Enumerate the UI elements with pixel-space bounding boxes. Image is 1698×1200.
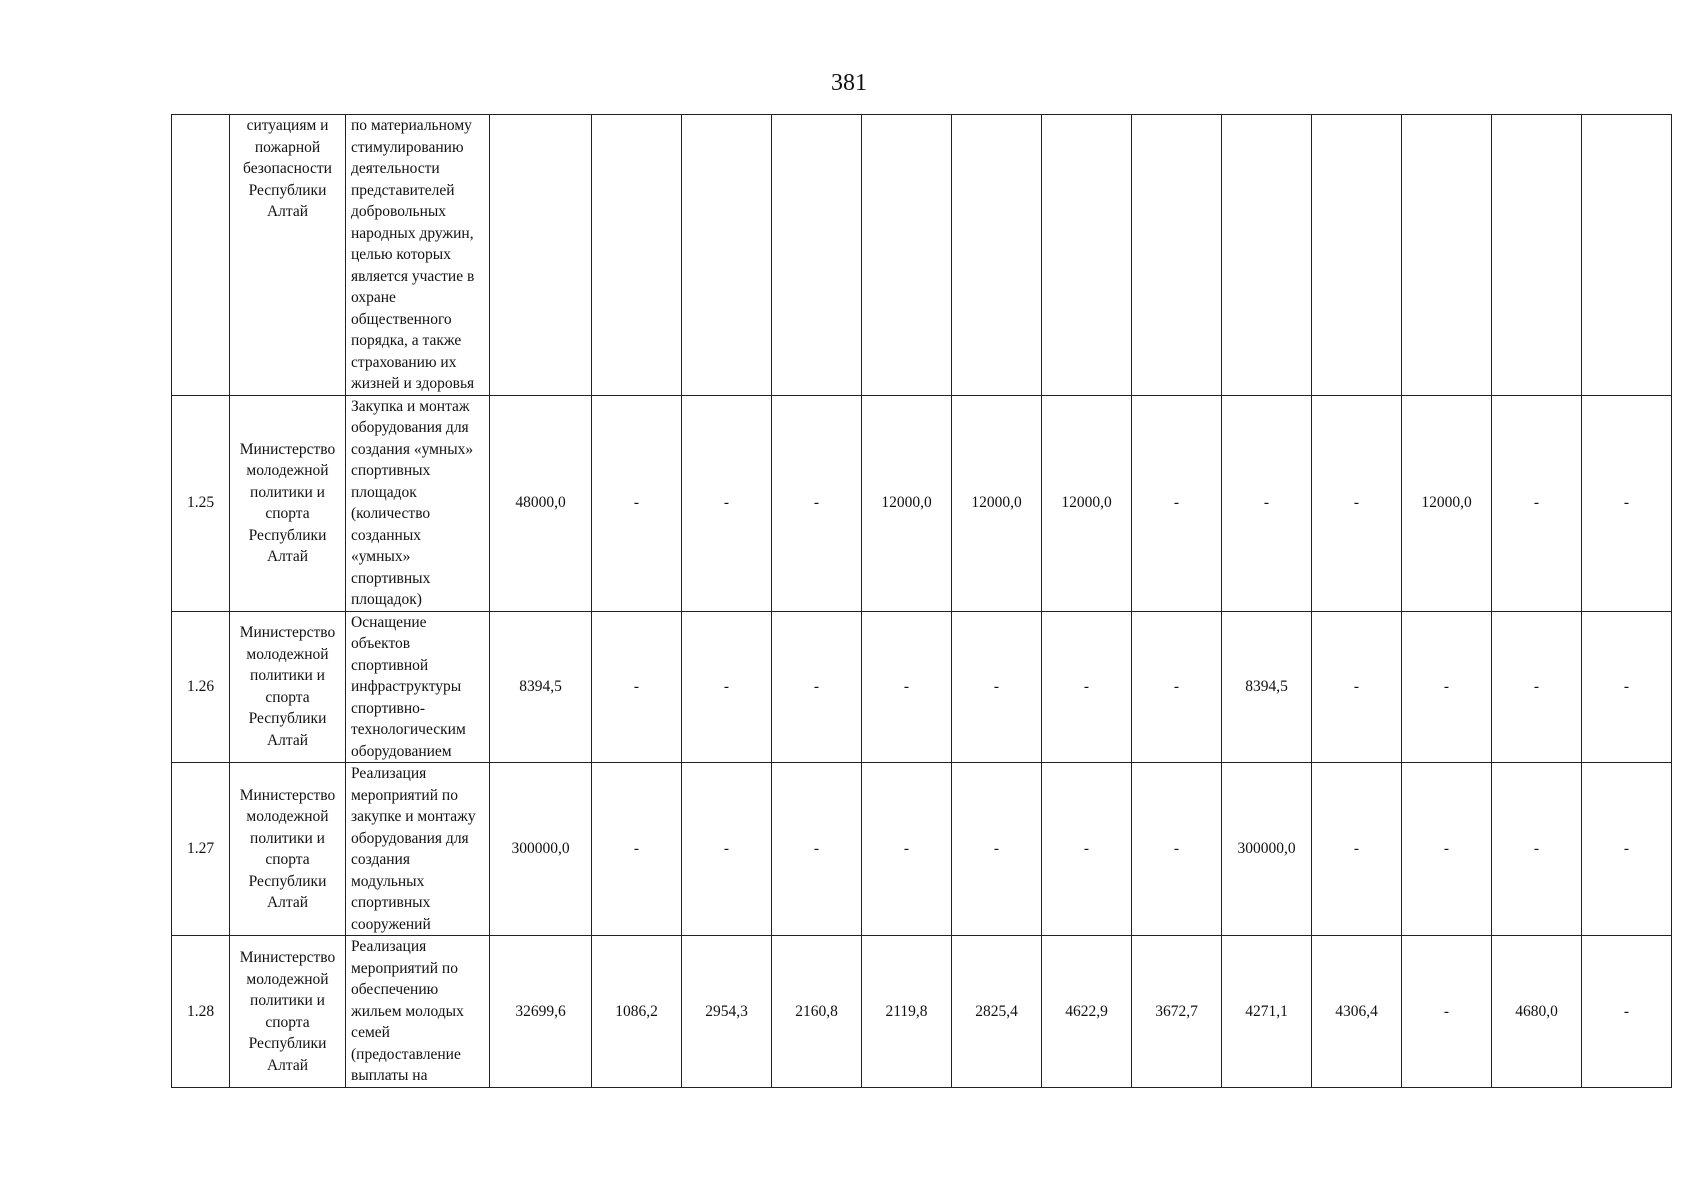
budget-table [171, 114, 1672, 1088]
year-amount-cell: - [952, 763, 1042, 936]
year-amount-cell: - [772, 395, 862, 611]
year-amount-cell [862, 115, 952, 396]
row-number-cell: 1.26 [172, 611, 230, 763]
year-amount-cell: - [1312, 395, 1402, 611]
table-row [172, 611, 1672, 763]
total-amount-cell [490, 115, 592, 396]
year-amount-cell: - [682, 611, 772, 763]
year-amount-cell: 1086,2 [592, 936, 682, 1088]
year-amount-cell [1222, 115, 1312, 396]
year-amount-cell: 300000,0 [1222, 763, 1312, 936]
year-amount-cell: 12000,0 [1402, 395, 1492, 611]
table-body [172, 115, 1672, 1088]
table-row [172, 395, 1672, 611]
year-amount-cell [952, 115, 1042, 396]
responsible-org-cell: Министерство молодежной политики и спорта Республики Алтай [230, 936, 346, 1088]
year-amount-cell: - [1582, 936, 1672, 1088]
row-number-cell: 1.27 [172, 763, 230, 936]
year-amount-cell [1402, 115, 1492, 396]
total-amount-cell: 32699,6 [490, 936, 592, 1088]
year-amount-cell: 2119,8 [862, 936, 952, 1088]
year-amount-cell: 2825,4 [952, 936, 1042, 1088]
year-amount-cell: 12000,0 [862, 395, 952, 611]
year-amount-cell [772, 115, 862, 396]
activity-description-cell: по материальному стимулированию деятельности представителей добровольных народных дружин, целью которых является участие в охране общественного порядка, а также страхованию их жизней и здоровья [346, 115, 490, 396]
year-amount-cell: 2954,3 [682, 936, 772, 1088]
year-amount-cell: - [1132, 395, 1222, 611]
year-amount-cell: - [772, 611, 862, 763]
year-amount-cell: - [862, 763, 952, 936]
year-amount-cell: - [1312, 611, 1402, 763]
responsible-org-cell: Министерство молодежной политики и спорта Республики Алтай [230, 611, 346, 763]
year-amount-cell: - [1222, 395, 1312, 611]
year-amount-cell: - [682, 763, 772, 936]
year-amount-cell: - [1492, 611, 1582, 763]
table-row [172, 763, 1672, 936]
year-amount-cell: 4306,4 [1312, 936, 1402, 1088]
year-amount-cell: - [1582, 763, 1672, 936]
year-amount-cell: 4622,9 [1042, 936, 1132, 1088]
responsible-org-cell: Министерство молодежной политики и спорта Республики Алтай [230, 763, 346, 936]
row-number-cell: 1.28 [172, 936, 230, 1088]
activity-description-cell: Оснащение объектов спортивной инфраструктуры спортивно- технологическим оборудованием [346, 611, 490, 763]
activity-description-cell: Закупка и монтаж оборудования для создания «умных» спортивных площадок (количество созданных «умных» спортивных площадок) [346, 395, 490, 611]
year-amount-cell: - [1492, 763, 1582, 936]
year-amount-cell: 4271,1 [1222, 936, 1312, 1088]
year-amount-cell: - [1582, 611, 1672, 763]
year-amount-cell [1042, 115, 1132, 396]
year-amount-cell: 12000,0 [1042, 395, 1132, 611]
year-amount-cell: - [1132, 763, 1222, 936]
year-amount-cell: - [592, 763, 682, 936]
responsible-org-cell: ситуациям и пожарной безопасности Республики Алтай [230, 115, 346, 396]
total-amount-cell: 48000,0 [490, 395, 592, 611]
year-amount-cell: - [682, 395, 772, 611]
year-amount-cell [1312, 115, 1402, 396]
year-amount-cell: 8394,5 [1222, 611, 1312, 763]
year-amount-cell: - [1402, 763, 1492, 936]
page-number: 381 [831, 70, 867, 96]
year-amount-cell [1492, 115, 1582, 396]
year-amount-cell: - [862, 611, 952, 763]
year-amount-cell [682, 115, 772, 396]
year-amount-cell: - [1042, 611, 1132, 763]
row-number-cell: 1.25 [172, 395, 230, 611]
year-amount-cell: 3672,7 [1132, 936, 1222, 1088]
year-amount-cell: 2160,8 [772, 936, 862, 1088]
year-amount-cell: - [1132, 611, 1222, 763]
year-amount-cell [592, 115, 682, 396]
year-amount-cell: - [1492, 395, 1582, 611]
year-amount-cell: - [592, 395, 682, 611]
year-amount-cell: - [1402, 936, 1492, 1088]
activity-description-cell: Реализация мероприятий по обеспечению жильем молодых семей (предоставление выплаты на [346, 936, 490, 1088]
year-amount-cell: - [952, 611, 1042, 763]
table-row [172, 115, 1672, 396]
year-amount-cell [1582, 115, 1672, 396]
total-amount-cell: 300000,0 [490, 763, 592, 936]
year-amount-cell: - [592, 611, 682, 763]
activity-description-cell: Реализация мероприятий по закупке и монтажу оборудования для создания модульных спортивных сооружений [346, 763, 490, 936]
year-amount-cell: - [1582, 395, 1672, 611]
year-amount-cell: - [1042, 763, 1132, 936]
year-amount-cell: - [1312, 763, 1402, 936]
table-row [172, 936, 1672, 1088]
year-amount-cell: - [1402, 611, 1492, 763]
year-amount-cell: - [772, 763, 862, 936]
row-number-cell [172, 115, 230, 396]
year-amount-cell: 4680,0 [1492, 936, 1582, 1088]
responsible-org-cell: Министерство молодежной политики и спорта Республики Алтай [230, 395, 346, 611]
year-amount-cell [1132, 115, 1222, 396]
total-amount-cell: 8394,5 [490, 611, 592, 763]
year-amount-cell: 12000,0 [952, 395, 1042, 611]
